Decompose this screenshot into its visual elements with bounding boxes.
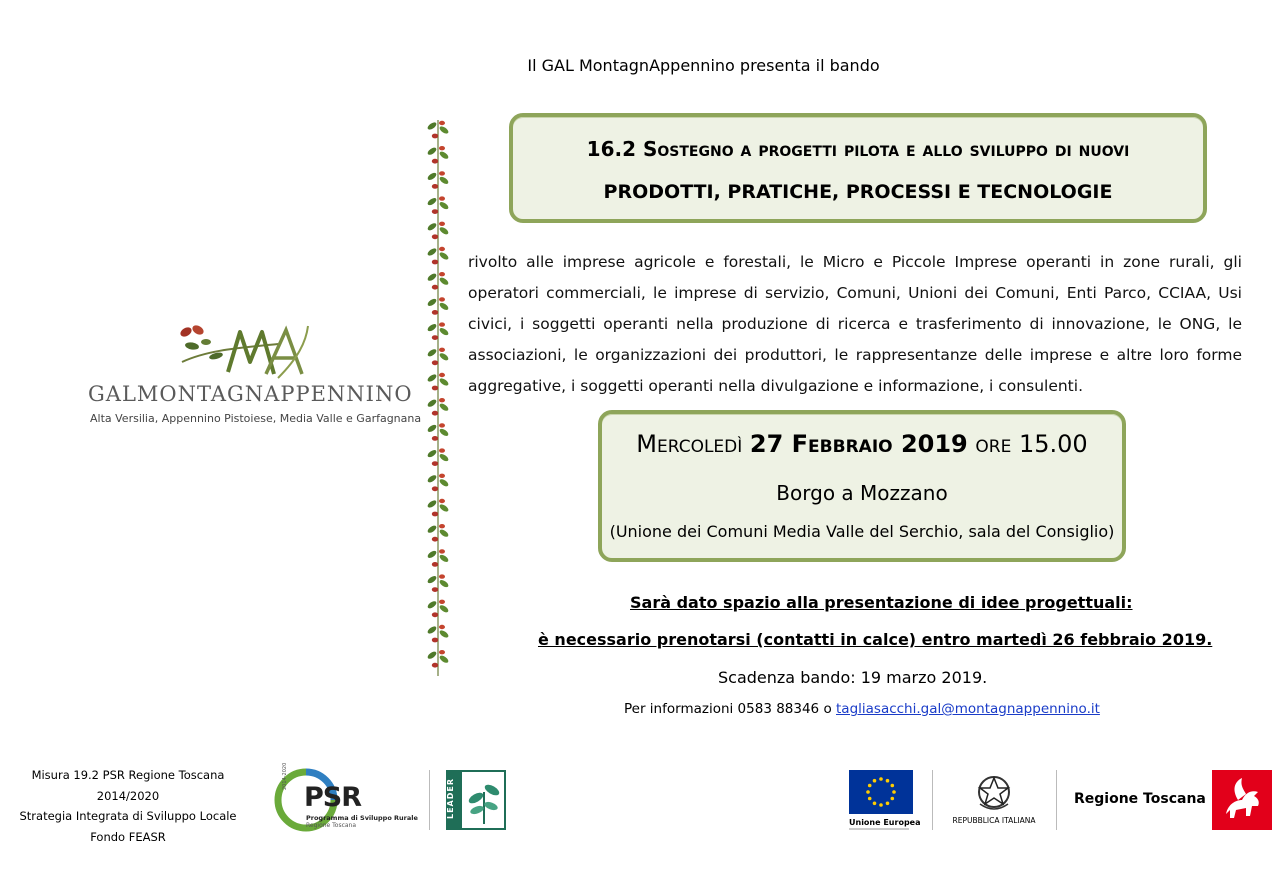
eu-star <box>891 784 895 788</box>
eu-star <box>866 790 870 794</box>
gal-logo <box>88 322 422 432</box>
pitch-line-1: Sarà dato spazio alla presentazione di idee progettuali: <box>630 593 1133 612</box>
event-box <box>598 410 1126 562</box>
tuscany-logo <box>1072 770 1272 830</box>
vine-border-icon <box>424 118 452 678</box>
eu-small-print <box>849 828 909 830</box>
footer-line-1: Misura 19.2 PSR Regione Toscana 2014/2020 <box>31 768 225 803</box>
tuscany-pegasus-icon <box>1212 770 1272 830</box>
event-venue: (Unione dei Comuni Media Valle del Serchio, sala del Consiglio) <box>609 522 1115 541</box>
eu-star <box>879 803 883 807</box>
event-time-prefix: ore <box>975 430 1012 458</box>
event-time: 15.00 <box>1018 430 1088 458</box>
footer-divider <box>1056 770 1057 830</box>
eu-star <box>886 779 890 783</box>
psr-region: Regione Toscana <box>306 822 357 829</box>
pitch-line-2: è necessario prenotarsi (contatti in calce) entro martedì 26 febbraio 2019. <box>538 630 1213 649</box>
target-description: rivolto alle imprese agricole e forestali, le Micro e Piccole Imprese operanti in zone rurali, gli operatori commerciali, le imprese di servizio, Comuni, Unioni dei Comuni, Enti Parco, CCIAA, Usi civici, i soggetti operanti nella produzione di ricerca e trasferimento di innovazione, le ONG, le associazioni, le organizzazioni dei produttori, le rappresentanze delle imprese e altre loro forme aggregative, i soggetti operanti nella divulgazione e informazione, i consulenti. <box>468 253 1242 395</box>
eu-star <box>868 797 872 801</box>
event-date: 27 Febbraio 2019 <box>749 430 968 458</box>
italy-logo <box>948 770 1040 830</box>
title-box <box>509 113 1207 223</box>
gal-logo-mark-icon <box>178 322 328 380</box>
gal-logo-subtitle: Alta Versilia, Appennino Pistoiese, Media Valle e Garfagnana <box>90 412 422 425</box>
psr-years: 2014-2020 <box>282 762 288 790</box>
eu-logo <box>849 770 921 830</box>
leader-logo <box>446 770 506 830</box>
footer-line-3: Fondo FEASR <box>90 829 166 844</box>
contact-info <box>624 701 1100 717</box>
event-datetime <box>602 430 1122 458</box>
eu-star <box>879 777 883 781</box>
footer-line-2: Strategia Integrata di Sviluppo Locale <box>19 809 237 823</box>
italy-emblem-icon <box>974 770 1014 812</box>
eu-star <box>892 790 896 794</box>
eu-star <box>868 784 872 788</box>
footer-divider <box>429 770 430 830</box>
psr-subtitle: Programma di Sviluppo Rurale <box>306 814 418 822</box>
title-line-2-text: PRODOTTI, PRATICHE, PROCESSI E TECNOLOGIE <box>603 181 1113 203</box>
contact-text: Per informazioni 0583 88346 o <box>624 701 832 717</box>
leader-label: LEADER <box>446 777 456 820</box>
leader-sprout-icon <box>464 776 504 826</box>
title-line-2 <box>513 181 1203 203</box>
eu-star <box>891 797 895 801</box>
eu-star <box>873 802 877 806</box>
intro-text: Il GAL MontagnAppennino presenta il bando <box>527 56 880 75</box>
eu-star <box>886 802 890 806</box>
contact-email-link[interactable]: tagliasacchi.gal@montagnappennino.it <box>836 701 1100 717</box>
tuscany-label: Regione Toscana <box>1074 791 1206 807</box>
deadline: Scadenza bando: 19 marzo 2019. <box>718 668 988 687</box>
title-line-1: 16.2 Sostegno a progetti pilota e allo sviluppo di nuovi <box>586 137 1130 161</box>
gal-logo-name: GALMONTAGNAPPENNINO <box>88 382 413 406</box>
psr-logo <box>274 762 418 832</box>
eu-label: Unione Europea <box>849 818 921 827</box>
event-weekday: Mercoledì <box>636 430 743 458</box>
psr-title: PSR <box>304 782 362 813</box>
footer-divider <box>932 770 933 830</box>
event-place: Borgo a Mozzano <box>776 481 948 505</box>
eu-star <box>873 779 877 783</box>
italy-label: REPUBBLICA ITALIANA <box>952 816 1036 825</box>
eu-flag-icon <box>849 770 913 814</box>
footer-text <box>0 765 256 847</box>
